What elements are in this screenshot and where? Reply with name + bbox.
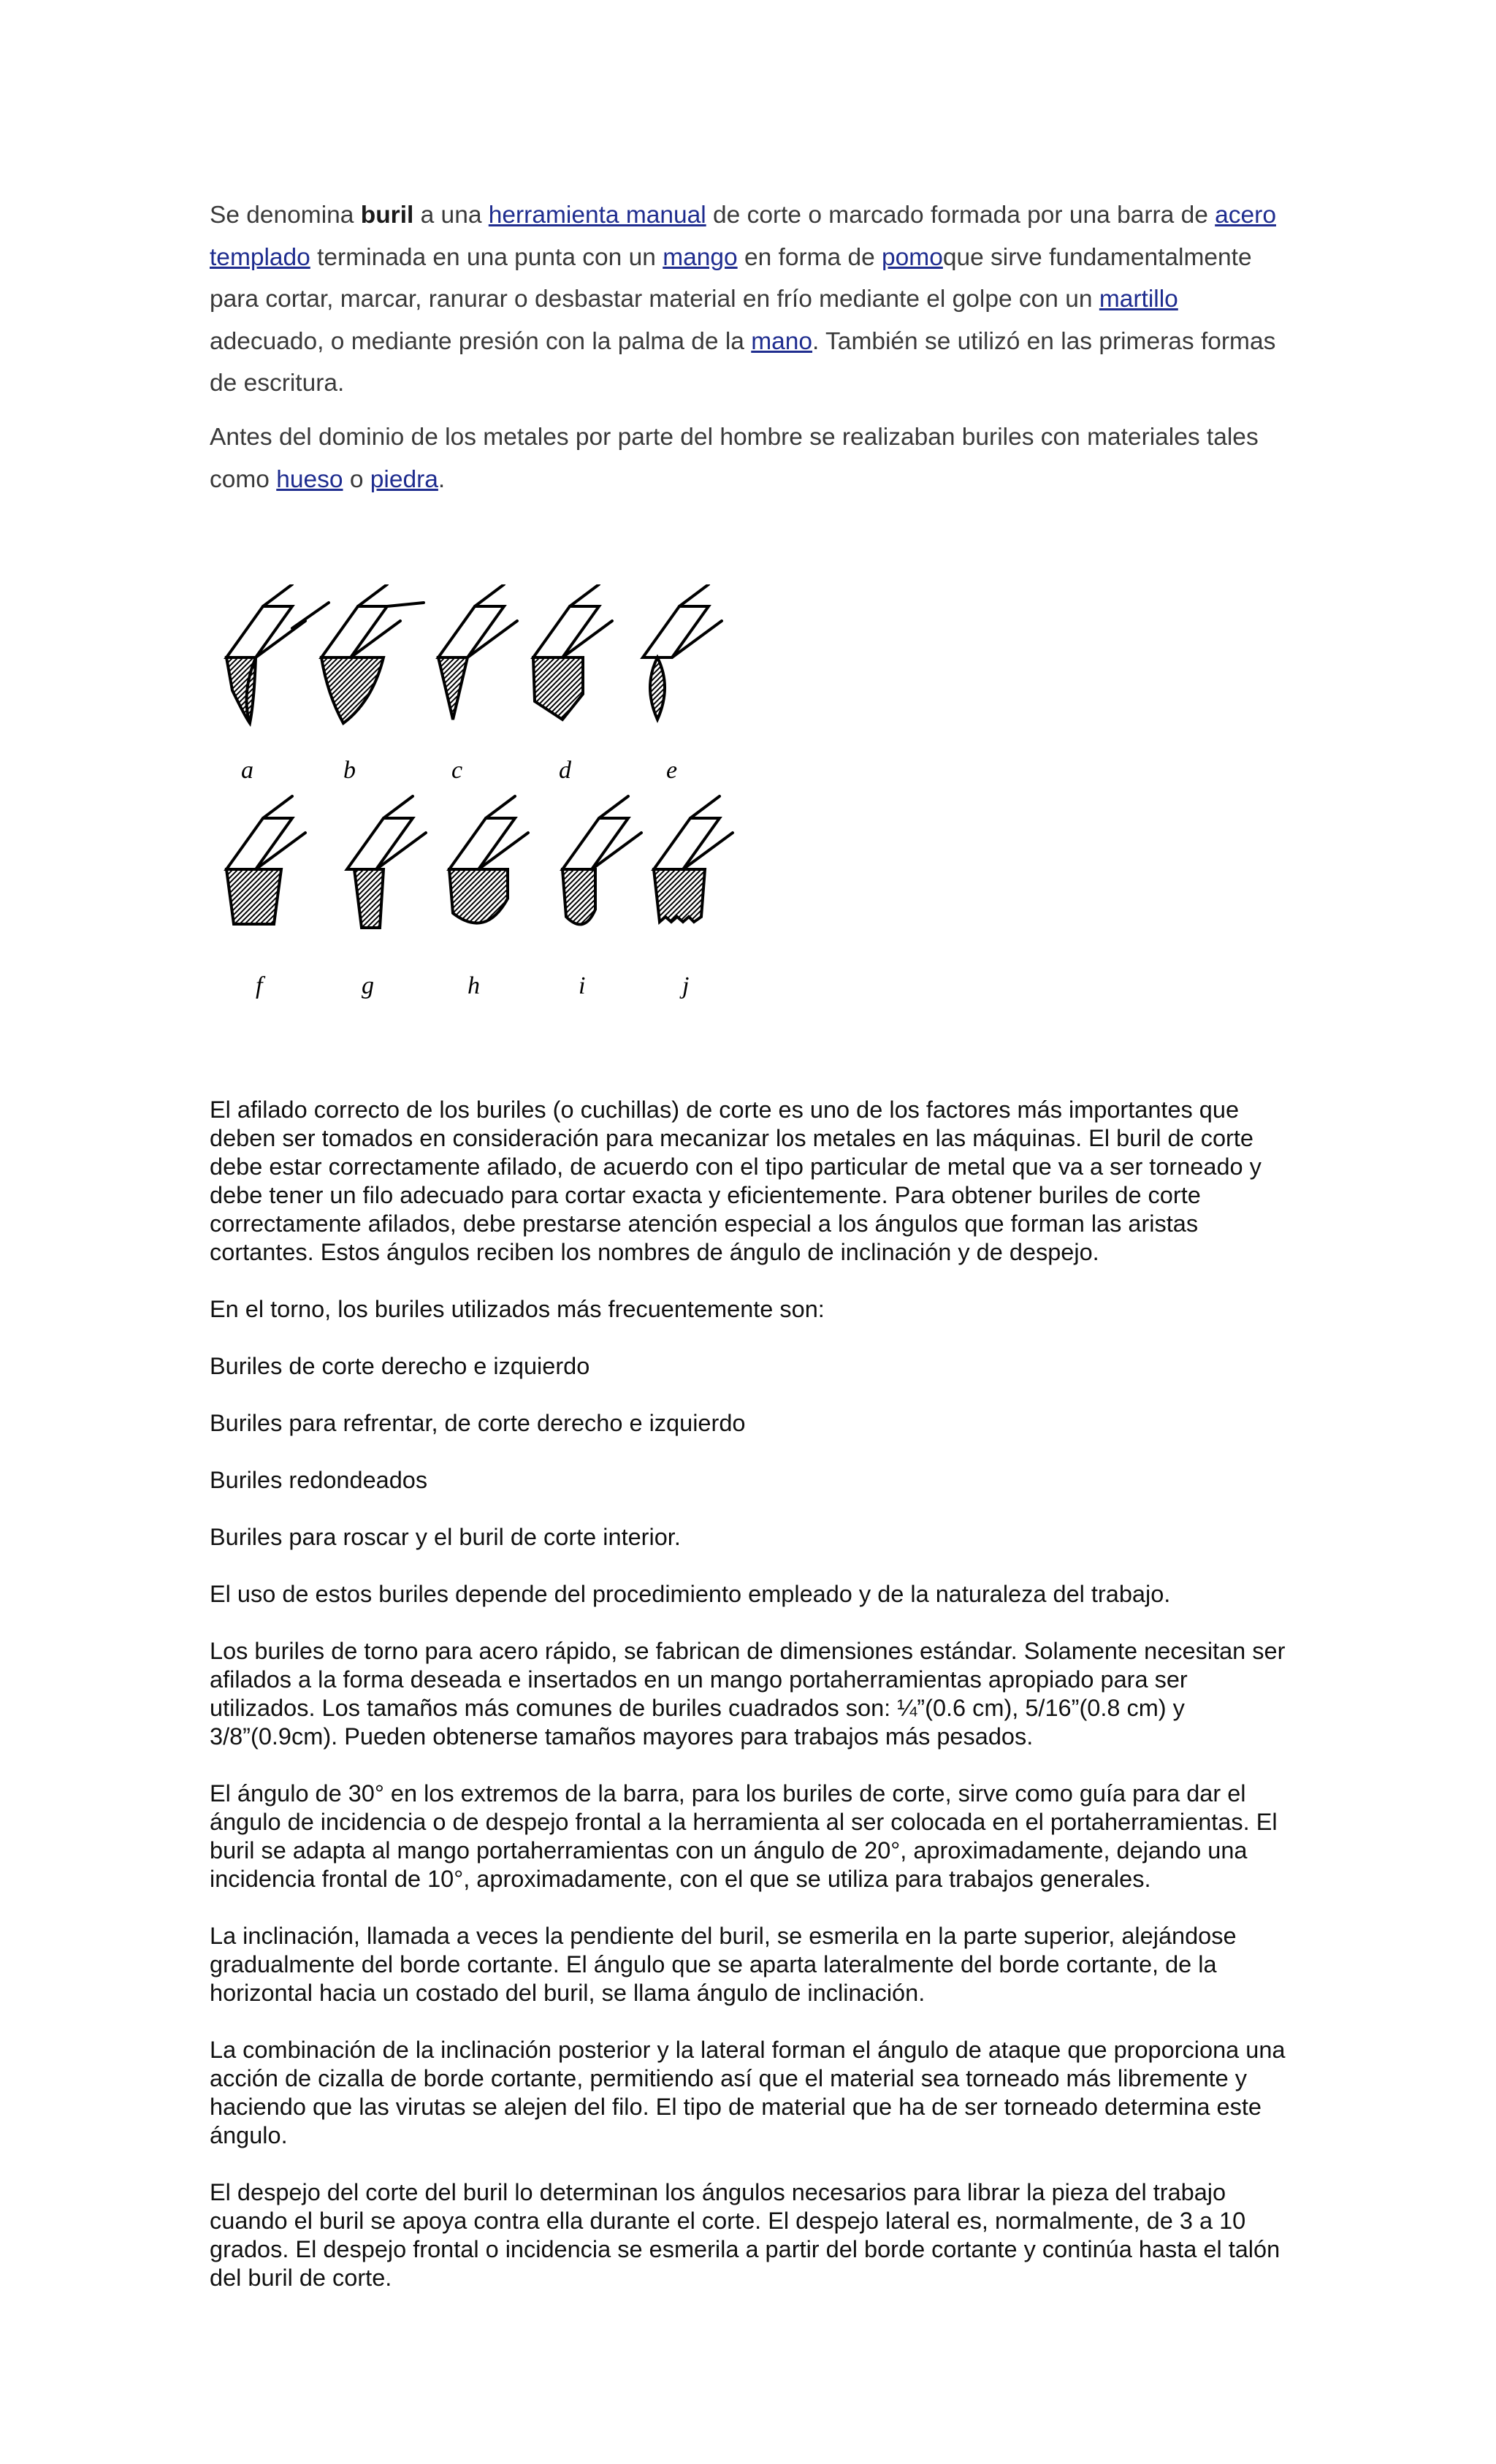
paragraph-inclinacion: La inclinación, llamada a veces la pendiente del buril, se esmerila en la parte superior, alejándose gradualmente del borde cortante. El ángulo que se aparta lateralmente del borde cortante, de la horizontal hacia un costado del buril, se llama ángulo de inclinación. xyxy=(210,1923,1237,2006)
tool-f xyxy=(226,796,305,924)
link-hueso[interactable]: hueso xyxy=(276,465,343,493)
figure-label-i: i xyxy=(579,972,586,999)
paragraph-torno-intro: En el torno, los buriles utilizados más frecuentemente son: xyxy=(210,1296,825,1322)
text-run: Antes del dominio de los metales por parte del hombre se realizaban buriles con materiales tales como xyxy=(210,424,1259,493)
figure-label-g: g xyxy=(362,972,374,999)
tool-a xyxy=(226,584,329,723)
figure-label-j: j xyxy=(682,972,690,999)
tool-c xyxy=(438,584,517,720)
paragraph-despejo: El despejo del corte del buril lo determinan los ángulos necesarios para librar la pieza del trabajo cuando el buril se apoya contra ella durante el corte. El despejo lateral es, normalmente, de 3 a 10 grados. El despejo frontal o incidencia se esmerila a partir del borde cortante y continúa hasta el talón del buril de corte. xyxy=(210,2179,1281,2291)
link-piedra[interactable]: piedra xyxy=(370,465,438,493)
lathe-tool-shapes-figure xyxy=(219,584,745,1008)
paragraph-dimensiones: Los buriles de torno para acero rápido, se fabrican de dimensiones estándar. Solamente necesitan ser afilados a la forma deseada e insertados en un mango portaherramientas apropiado para ser utilizados. Los tamaños más comunes de buriles cuadrados son: ¼”(0.6 cm), 5/16”(0.8 cm) y 3/8”(0.9cm). Pueden obtenerse tamaños mayores para trabajos más pesados. xyxy=(210,1638,1286,1750)
tool-b xyxy=(321,584,424,723)
paragraph-uso: El uso de estos buriles depende del procedimiento empleado y de la naturaleza del trabajo. xyxy=(210,1581,1171,1607)
tool-e xyxy=(643,584,722,720)
link-pomo[interactable]: pomo xyxy=(882,243,943,271)
list-item-roscar: Buriles para roscar y el buril de corte interior. xyxy=(210,1524,681,1550)
tool-i xyxy=(562,796,641,924)
text-run: o xyxy=(343,465,370,493)
paragraph-afilado: El afilado correcto de los buriles (o cuchillas) de corte es uno de los factores más importantes que deben ser tomados en consideración para mecanizar los metales en las máquinas. El buril de corte debe estar correctamente afilado, de acuerdo con el tipo particular de metal que va a ser torneado y debe tener un filo adecuado para cortar exacta y eficientemente. Para obtener buriles de corte correctamente afilados, debe prestarse atención especial a los ángulos que forman las aristas cortantes. Estos ángulos reciben los nombres de ángulo de inclinación y de despejo. xyxy=(210,1096,1262,1265)
text-run: adecuado, o mediante presión con la palma de la xyxy=(210,327,752,355)
intro-paragraph-1 xyxy=(210,194,1291,405)
text-run: terminada en una punta con un xyxy=(310,243,663,271)
text-run: en forma de xyxy=(737,243,882,271)
body-text xyxy=(210,1096,1291,2321)
text-run: . xyxy=(438,465,446,493)
link-martillo[interactable]: martillo xyxy=(1099,286,1178,313)
figure-label-f: f xyxy=(256,972,263,999)
text-run: de corte o marcado formada por una barra de xyxy=(706,202,1216,229)
link-acero-templado[interactable]: acero templado xyxy=(210,202,1276,271)
paragraph-combinacion: La combinación de la inclinación posterior y la lateral forman el ángulo de ataque que proporciona una acción de cizalla de borde cortante, permitiendo así que el material sea torneado más libremente y haciendo que las virutas se alejen del filo. El tipo de material que ha de ser torneado determina este ángulo. xyxy=(210,2037,1286,2148)
link-mango[interactable]: mango xyxy=(663,243,738,271)
tool-h xyxy=(449,796,528,923)
figure-label-a: a xyxy=(241,757,253,784)
link-herramienta-manual[interactable]: herramienta manual xyxy=(488,202,706,229)
text-run: . También se utilizó en las primeras formas de escritura. xyxy=(210,327,1276,397)
figure-label-b: b xyxy=(343,757,356,784)
list-item-corte: Buriles de corte derecho e izquierdo xyxy=(210,1353,590,1379)
list-item-refrentar: Buriles para refrentar, de corte derecho e izquierdo xyxy=(210,1410,746,1436)
paragraph-angulo-30: El ángulo de 30° en los extremos de la barra, para los buriles de corte, sirve como guía para dar el ángulo de incidencia o de despejo frontal a la herramienta al ser colocada en el portaherramientas. El buril se adapta al mango portaherramientas con un ángulo de 20°, aproximadamente, dejando una incidencia frontal de 10°, aproximadamente, con el que se utiliza para trabajos generales. xyxy=(210,1780,1278,1892)
text-run: que sirve fundamentalmente para cortar, marcar, ranurar o desbastar material en frío mediante el golpe con un xyxy=(210,243,1252,313)
figure-label-d: d xyxy=(559,757,571,784)
text-run: Se denomina xyxy=(210,202,361,229)
figure-label-h: h xyxy=(468,972,480,999)
term-buril: buril xyxy=(360,202,414,229)
link-mano[interactable]: mano xyxy=(751,327,813,355)
list-item-redondeados: Buriles redondeados xyxy=(210,1467,428,1493)
intro-paragraph-2 xyxy=(210,416,1291,500)
figure-label-e: e xyxy=(666,757,678,784)
text-run: a una xyxy=(413,202,489,229)
tool-j xyxy=(654,796,733,922)
figure-label-c: c xyxy=(451,757,463,784)
tool-d xyxy=(533,584,612,720)
tool-g xyxy=(347,796,426,928)
